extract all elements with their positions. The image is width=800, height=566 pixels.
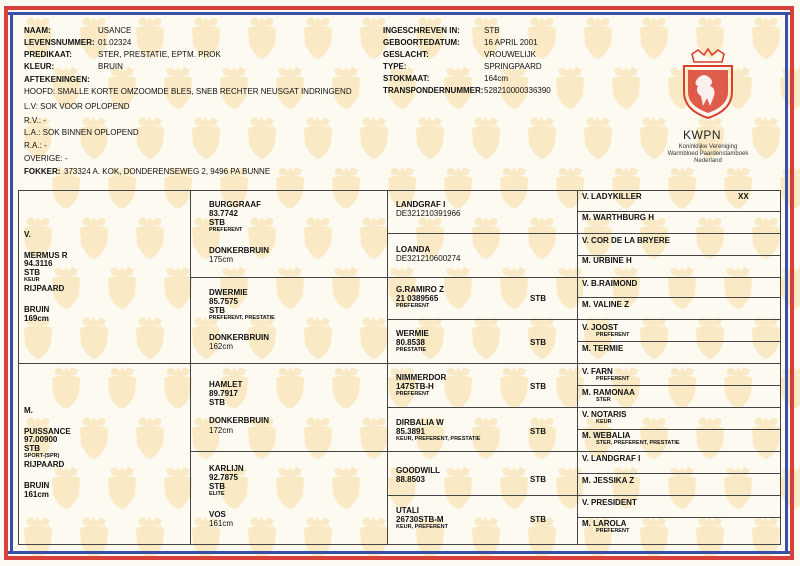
- type-label: TYPE:: [383, 62, 407, 71]
- border-red-bottom: [4, 556, 794, 560]
- g3-6-number: 88.8503: [396, 475, 425, 484]
- geboortedatum-value: 16 APRIL 2001: [484, 38, 538, 47]
- watermark-crest-icon: [130, 116, 170, 160]
- watermark-crest-icon: [186, 116, 226, 160]
- predikaat-value: STER, PRESTATIE, EPTM. PROK: [98, 50, 221, 59]
- watermark-crest-icon: [466, 116, 506, 160]
- watermark-crest-icon: [634, 16, 674, 60]
- fokker-label: FOKKER:: [24, 167, 61, 176]
- g4-11-name: M. WEBALIA: [582, 431, 631, 440]
- g2-0-book: STB: [209, 218, 225, 227]
- g4-divider-8: [577, 517, 780, 518]
- g3-4-number: 147STB-H: [396, 382, 434, 391]
- transponder-label: TRANSPONDERNUMMER:: [383, 86, 484, 95]
- g3-0-number: DE321210391966: [396, 209, 461, 218]
- g2-2-name: HAMLET: [209, 380, 243, 389]
- sire-relation: V.: [24, 230, 31, 239]
- watermark-crest-icon: [606, 66, 646, 110]
- g4-9-name: M. RAMONAA: [582, 388, 635, 397]
- watermark-crest-icon: [550, 66, 590, 110]
- g3-4-predicate: PREFERENT: [396, 391, 430, 397]
- geslacht-label: GESLACHT:: [383, 50, 429, 59]
- sire-book: STB: [24, 268, 40, 277]
- watermark-crest-icon: [242, 116, 282, 160]
- g2-1-number: 85.7575: [209, 297, 238, 306]
- la-value: L.A.: SOK BINNEN OPLOPEND: [24, 128, 139, 137]
- geslacht-value: VROUWELIJK: [484, 50, 537, 59]
- g3-6-name: GOODWILL: [396, 466, 440, 475]
- sire-name: MERMUS R: [24, 251, 68, 260]
- g2-2-height: 172cm: [209, 426, 234, 435]
- g3-4-name: NIMMERDOR: [396, 373, 447, 382]
- border-blue-right: [785, 12, 788, 554]
- g2-2-book: STB: [209, 398, 225, 407]
- border-red-top: [4, 6, 794, 10]
- sire-type: RIJPAARD: [24, 284, 65, 293]
- g2-3-number: 92.7875: [209, 473, 238, 482]
- levensnummer-value: 01.02324: [98, 38, 132, 47]
- g2-1-color: DONKERBRUIN: [209, 333, 269, 342]
- g3-5-predicate: KEUR, PREFERENT, PRESTATIE: [396, 436, 481, 442]
- kleur-value: BRUIN: [98, 62, 123, 71]
- watermark-crest-icon: [298, 116, 338, 160]
- g3-2-number: 21 0389565: [396, 294, 439, 303]
- g2-2-color: DONKERBRUIN: [209, 416, 269, 425]
- rv-value: R.V.: -: [24, 116, 46, 125]
- g3-2-name: G.RAMIRO Z: [396, 285, 444, 294]
- g2-2-number: 89.7917: [209, 389, 238, 398]
- g2-3-book: STB: [209, 482, 225, 491]
- logo-subtitle-line2: Warmbloed Paardenstamboek: [667, 151, 749, 157]
- g4-divider-3: [577, 297, 780, 298]
- ingeschreven-value: STB: [484, 26, 500, 35]
- g2-0-predicate: PREFERENT: [209, 227, 243, 233]
- col-divider-1: [190, 191, 191, 544]
- g3-3-predicate: PRESTATIE: [396, 347, 427, 353]
- g4-9-predicate: STER: [596, 397, 611, 403]
- g3-5-name: DIRBALIA W: [396, 418, 444, 427]
- g4-divider-6: [577, 429, 780, 430]
- g2-divider-top: [190, 277, 780, 278]
- g3-4-book: STB: [530, 382, 546, 391]
- g4-15-predicate: PREFERENT: [596, 528, 630, 534]
- g3-3-name: WERMIE: [396, 329, 429, 338]
- g4-8-predicate: PREFERENT: [596, 376, 630, 382]
- g4-5-name: M. VALINE Z: [582, 300, 629, 309]
- g2-1-predicate: PREFERENT, PRESTATIE: [209, 315, 275, 321]
- dam-height: 161cm: [24, 490, 49, 499]
- g3-0-name: LANDGRAF I: [396, 200, 446, 209]
- sire-number: 94.3116: [24, 259, 53, 268]
- g3-divider-4: [387, 495, 780, 496]
- g4-divider-5: [577, 385, 780, 386]
- g2-0-height: 175cm: [209, 255, 234, 264]
- watermark-crest-icon: [522, 116, 562, 160]
- g2-3-name: KARLIJN: [209, 464, 244, 473]
- g2-0-number: 83.7742: [209, 209, 238, 218]
- g4-2-name: V. COR DE LA BRYERE: [582, 236, 671, 245]
- watermark-crest-icon: [74, 116, 114, 160]
- stokmaat-value: 164cm: [484, 74, 509, 83]
- g3-7-predicate: KEUR, PREFERENT: [396, 524, 448, 530]
- border-red-right: [790, 6, 794, 560]
- logo-subtitle-line3: Nederland: [694, 158, 722, 164]
- transponder-value: 528210000336390: [484, 86, 551, 95]
- dam-number: 97.00900: [24, 435, 58, 444]
- naam-label: NAAM:: [24, 26, 51, 35]
- lv-value: L.V: SOK VOOR OPLOPEND: [24, 102, 130, 111]
- g4-15-name: M. LAROLA: [582, 519, 627, 528]
- g2-3-color: VOS: [209, 510, 226, 519]
- g3-1-number: DE321210600274: [396, 254, 461, 263]
- g3-7-number: 26730STB-M: [396, 515, 444, 524]
- stokmaat-label: STOKMAAT:: [383, 74, 430, 83]
- g4-11-predicate: STER, PREFERENT, PRESTATIE: [596, 440, 680, 446]
- sire-color: BRUIN: [24, 305, 50, 314]
- g4-divider-4: [577, 341, 780, 342]
- type-value: SPRINGPAARD: [484, 62, 542, 71]
- g3-1-name: LOANDA: [396, 245, 431, 254]
- g4-14-name: V. PRESIDENT: [582, 498, 637, 507]
- watermark-crest-icon: [578, 116, 618, 160]
- sire-dam-divider: [19, 363, 780, 364]
- watermark-crest-icon: [242, 16, 282, 60]
- g4-13-name: M. JESSIKA Z: [582, 476, 635, 485]
- dam-color: BRUIN: [24, 481, 50, 490]
- border-blue-bottom: [4, 551, 794, 554]
- g3-6-book: STB: [530, 475, 546, 484]
- kleur-label: KLEUR:: [24, 62, 55, 71]
- watermark-crest-icon: [298, 16, 338, 60]
- g4-1-name: M. WARTHBURG H: [582, 213, 654, 222]
- g3-divider-3: [387, 407, 780, 408]
- naam-value: USANCE: [98, 26, 132, 35]
- kwpn-crest-logo-icon: [678, 48, 738, 120]
- g4-8-name: V. FARN: [582, 367, 613, 376]
- g3-3-book: STB: [530, 338, 546, 347]
- border-blue-left: [10, 12, 13, 554]
- watermark-crest-icon: [354, 116, 394, 160]
- g3-divider-1: [387, 233, 780, 234]
- g2-3-predicate: ELITE: [209, 491, 225, 497]
- dam-book: STB: [24, 444, 40, 453]
- aftekeningen-label: AFTEKENINGEN:: [24, 75, 90, 84]
- g3-5-book: STB: [530, 427, 546, 436]
- border-blue-top: [4, 12, 794, 15]
- geboortedatum-label: GEBOORTEDATUM:: [383, 38, 460, 47]
- g2-0-color: DONKERBRUIN: [209, 246, 269, 255]
- kwpn-logo-text: KWPN: [683, 128, 721, 142]
- g4-6-predicate: PREFERENT: [596, 332, 630, 338]
- predikaat-label: PREDIKAAT:: [24, 50, 72, 59]
- dam-relation: M.: [24, 406, 33, 415]
- g2-3-height: 161cm: [209, 519, 234, 528]
- g4-7-name: M. TERMIE: [582, 344, 624, 353]
- watermark-crest-icon: [578, 16, 618, 60]
- g2-1-name: DWERMIE: [209, 288, 248, 297]
- col-divider-3: [577, 191, 578, 544]
- fokker-value: 373324 A. KOK, DONDERENSEWEG 2, 9496 PA BUNNE: [64, 167, 271, 176]
- g4-3-name: M. URBINE H: [582, 256, 632, 265]
- g3-2-book: STB: [530, 294, 546, 303]
- watermark-crest-icon: [746, 16, 786, 60]
- sire-predicate: KEUR: [24, 277, 40, 283]
- ra-value: R.A.: -: [24, 141, 47, 150]
- pedigree-mark: XX: [738, 192, 749, 201]
- g3-3-number: 80.8538: [396, 338, 425, 347]
- g4-divider-7: [577, 473, 780, 474]
- sire-height: 169cm: [24, 314, 49, 323]
- g2-0-name: BURGGRAAF: [209, 200, 261, 209]
- g3-7-name: UTALI: [396, 506, 419, 515]
- border-red-left: [4, 6, 8, 560]
- g4-10-name: V. NOTARIS: [582, 410, 627, 419]
- hoofd-value: HOOFD: SMALLE KORTE OMZOOMDE BLES, SNEB RECHTER NEUSGAT INDRINGEND: [24, 87, 352, 96]
- g2-1-height: 162cm: [209, 342, 234, 351]
- g4-0-name: V. LADYKILLER: [582, 192, 642, 201]
- g4-12-name: V. LANDGRAF I: [582, 454, 641, 463]
- g2-1-book: STB: [209, 306, 225, 315]
- col-divider-2: [387, 191, 388, 544]
- dam-predicate: SPORT-(SPR): [24, 453, 60, 459]
- watermark-crest-icon: [410, 116, 450, 160]
- dam-type: RIJPAARD: [24, 460, 65, 469]
- dam-name: PUISSANCE: [24, 427, 71, 436]
- g4-divider-1: [577, 211, 780, 212]
- g2-divider-bottom: [190, 451, 780, 452]
- ingeschreven-label: INGESCHREVEN IN:: [383, 26, 460, 35]
- levensnummer-label: LEVENSNUMMER:: [24, 38, 95, 47]
- g3-7-book: STB: [530, 515, 546, 524]
- g3-divider-2: [387, 319, 780, 320]
- g3-5-number: 85.3891: [396, 427, 425, 436]
- g3-2-predicate: PREFERENT: [396, 303, 430, 309]
- logo-subtitle-line1: Koninklijke Vereniging: [678, 144, 738, 150]
- g4-4-name: V. B.RAIMOND: [582, 279, 638, 288]
- g4-6-name: V. JOOST: [582, 323, 619, 332]
- g4-10-predicate: KEUR: [596, 419, 612, 425]
- overige-value: OVERIGE: -: [24, 154, 68, 163]
